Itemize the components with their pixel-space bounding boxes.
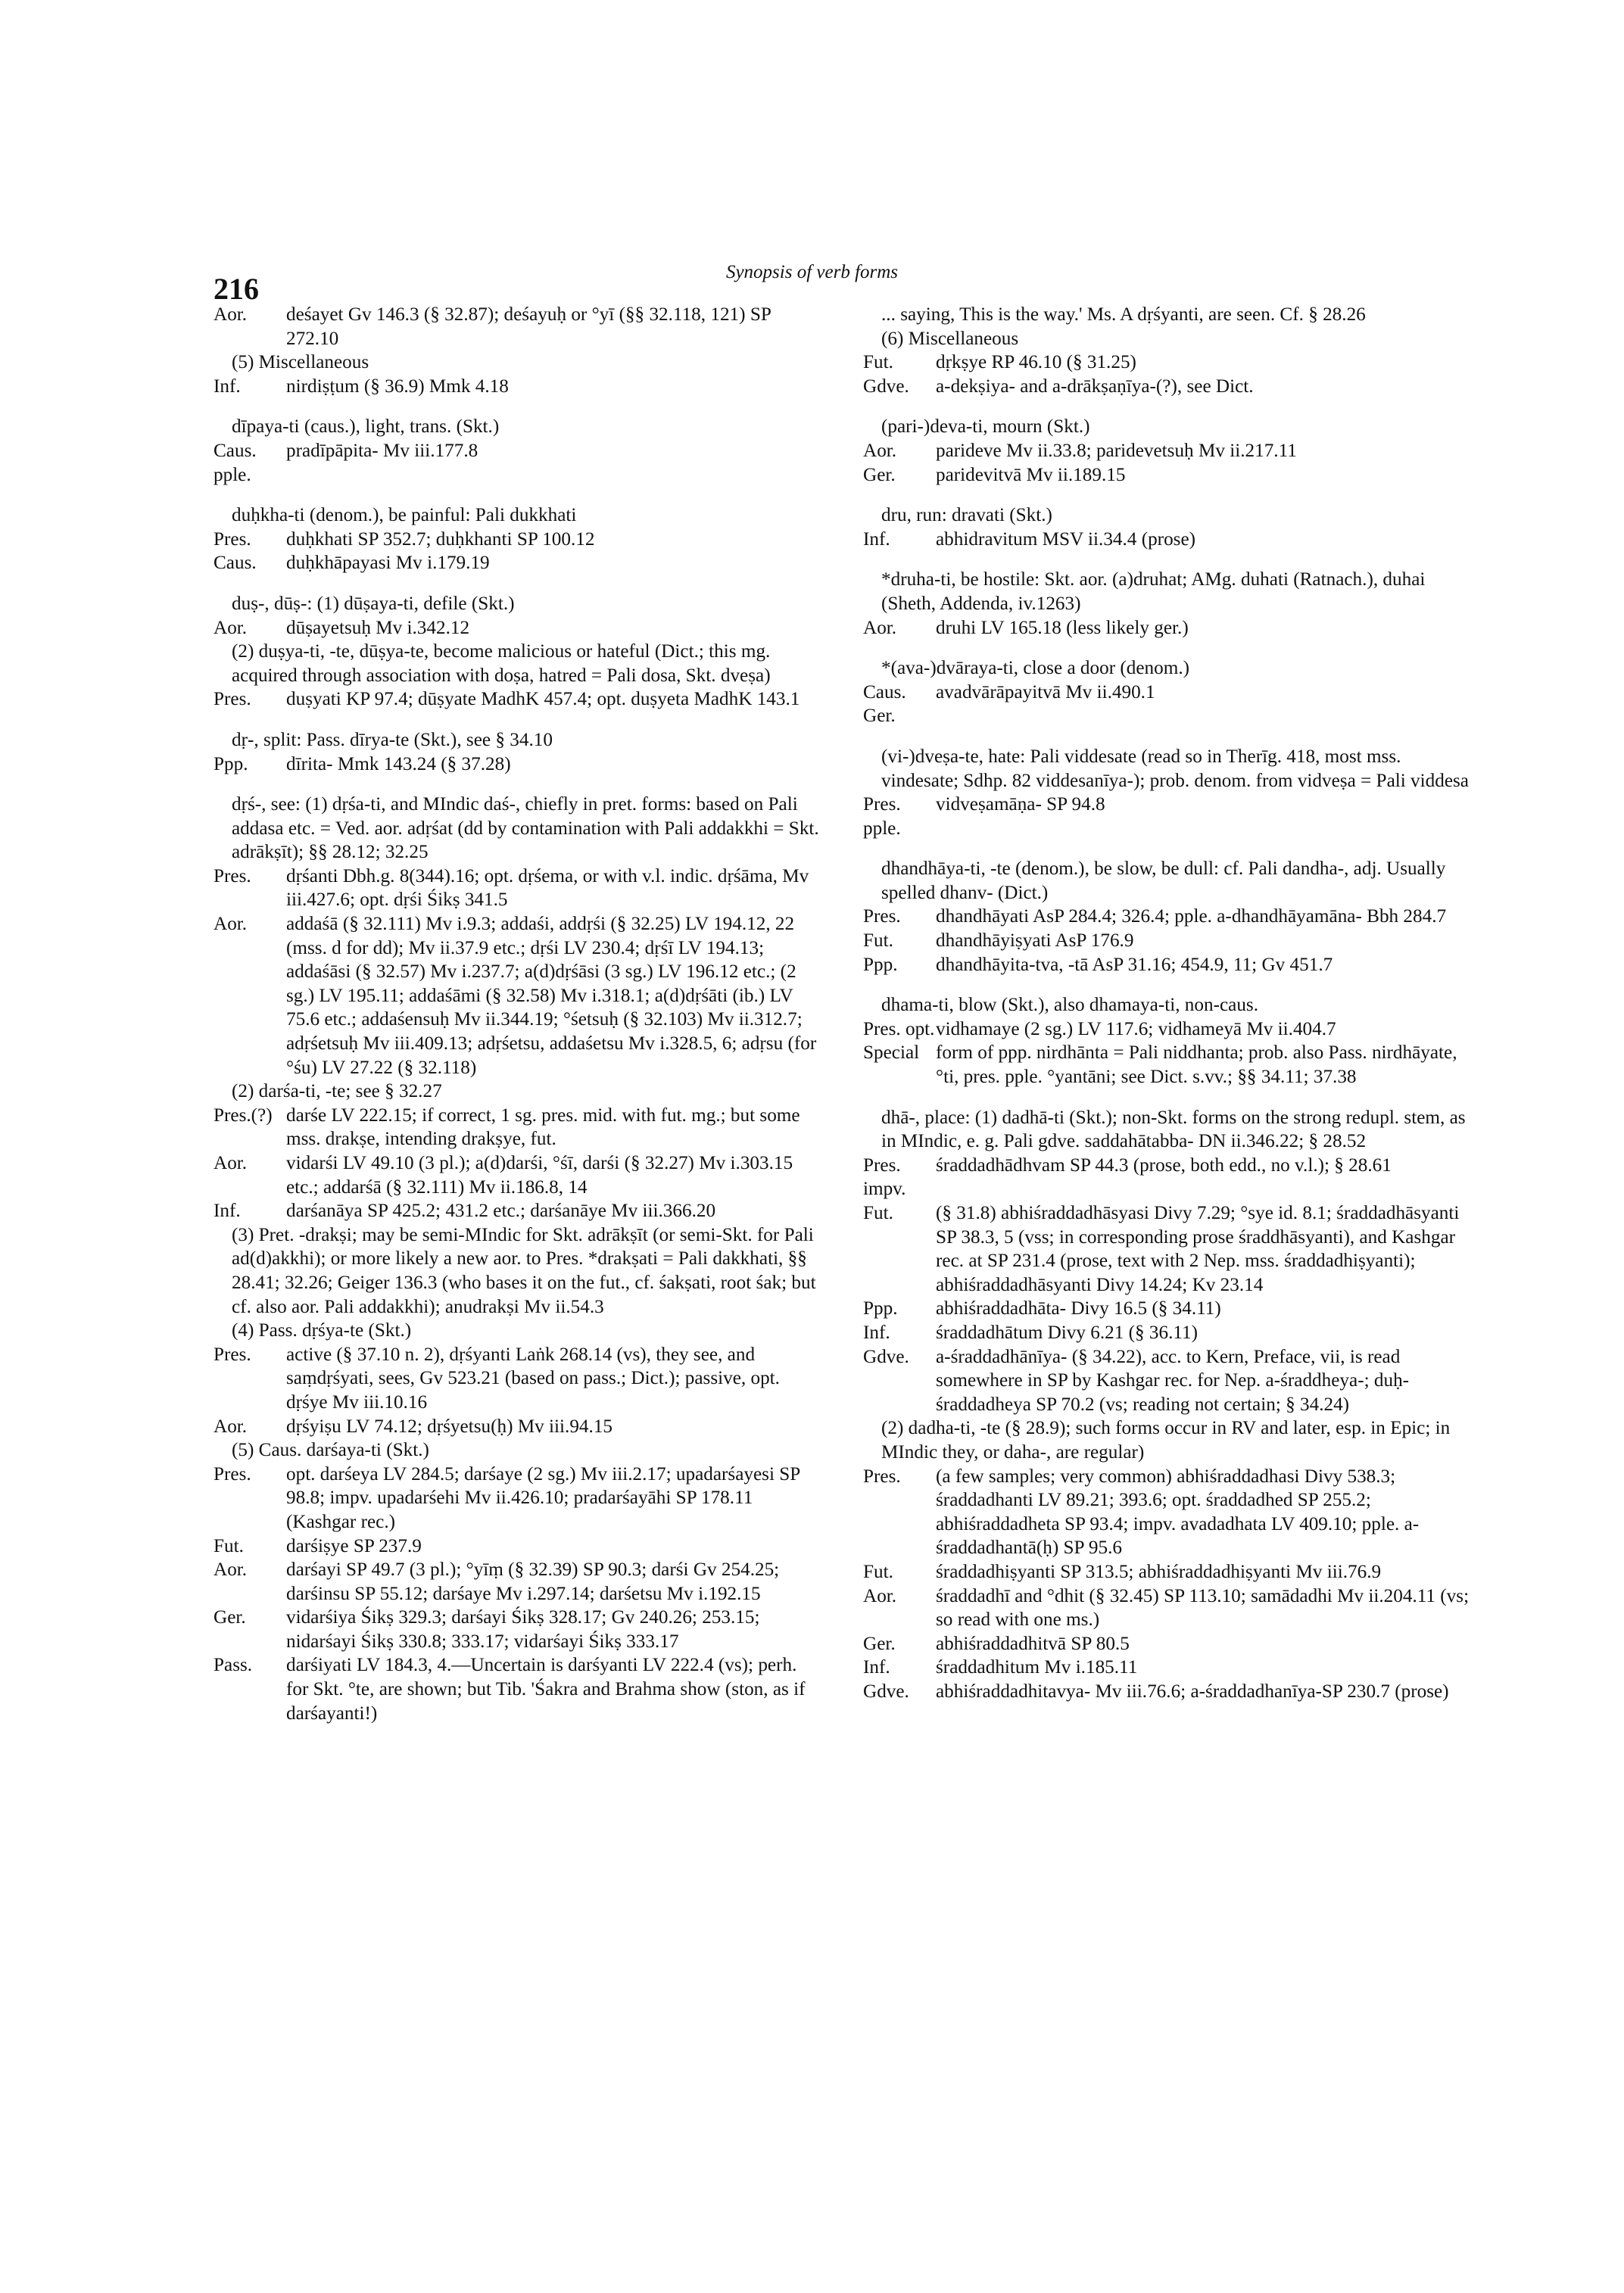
form-text: dhandhāyati AsP 284.4; 326.4; pple. a-dhandhāyamāna- Bbh 284.7	[936, 906, 1447, 927]
form-label: Caus. pple.	[214, 440, 257, 485]
dictionary-entry	[863, 503, 1480, 551]
form-text: darśe LV 222.15; if correct, 1 sg. pres. mid. with fut. mg.; but some mss. drakṣe, intending drakṣye, fut.	[286, 1104, 800, 1150]
form-line	[863, 1680, 1480, 1704]
entry-headword: dṛ-, split: Pass. dīrya-te (Skt.), see § 34.10	[232, 729, 553, 750]
form-text: (§ 31.8) abhiśraddadhāsyasi Divy 7.29; °sye id. 8.1; śraddadhāsyanti SP 38.3, 5 (vss; in corresponding prose śraddhāsyanti), and Kashgar rec. at SP 231.4 (prose, text with 2 Nep. mss. śraddadhiṣyanti); abhiśraddadhāsyanti Divy 14.24; Kv 23.14	[936, 1203, 1460, 1295]
form-text: dṛśyiṣu LV 74.12; dṛśyetsu(ḥ) Mv iii.94.15	[286, 1416, 613, 1437]
form-text: nirdiṣṭum (§ 36.9) Mmk 4.18	[286, 375, 509, 397]
form-label: Aor.	[214, 914, 248, 935]
form-line	[214, 912, 824, 1080]
form-line	[214, 1606, 824, 1653]
form-line	[214, 1151, 824, 1199]
entry-headword: dhā-, place: (1) dadhā-ti (Skt.); non-Skt. forms on the strong redupl. stem, as in MIndic, e. g. Pali gdve. saddahātabba- DN ii.346.22; § 28.52	[881, 1107, 1466, 1152]
form-line	[214, 303, 824, 350]
entry-headword: (pari-)deva-ti, mourn (Skt.)	[881, 416, 1090, 438]
dictionary-entry	[214, 793, 824, 1725]
form-text: śraddadhiṣyanti SP 313.5; abhiśraddadhiṣyanti Mv iii.76.9	[936, 1561, 1382, 1582]
form-line	[214, 1534, 824, 1559]
form-text: dṛśanti Dbh.g. 8(344).16; opt. dṛśema, or with v.l. indic. dṛśāma, Mv iii.427.6; opt. dṛśi Śikṣ 341.5	[286, 865, 809, 911]
form-text: abhidravitum MSV ii.34.4 (prose)	[936, 528, 1196, 550]
form-line	[863, 463, 1480, 488]
form-line	[214, 1558, 824, 1606]
dictionary-entry	[214, 592, 824, 712]
form-line	[214, 528, 824, 552]
form-text: dūṣayetsuḥ Mv i.342.12	[286, 617, 470, 638]
form-label: Fut.	[863, 352, 893, 373]
subsection-line: (5) Miscellaneous	[232, 352, 369, 373]
form-label: Aor.	[863, 617, 897, 638]
entry-headword: duṣ-, dūṣ-: (1) dūṣaya-ti, defile (Skt.)	[232, 593, 515, 614]
form-text: vidveṣamāṇa- SP 94.8	[936, 794, 1105, 815]
form-text: avadvārāpayitvā Mv ii.490.1	[936, 681, 1155, 703]
entry-headword: dīpaya-ti (caus.), light, trans. (Skt.)	[232, 416, 500, 438]
form-line	[863, 953, 1480, 977]
form-label: Aor.	[863, 440, 897, 461]
form-line	[863, 1465, 1480, 1560]
form-text: paridevitvā Mv ii.189.15	[936, 464, 1126, 485]
entry-headword: *druha-ti, be hostile: Skt. aor. (a)druhat; AMg. duhati (Ratnach.), duhai (Sheth, Addenda, iv.1263)	[881, 569, 1426, 614]
entry-headword: dhandhāya-ti, -te (denom.), be slow, be dull: cf. Pali dandha-, adj. Usually spelled dhanv- (Dict.)	[881, 858, 1446, 903]
form-label: Ger.	[863, 464, 896, 485]
form-label: Aor.	[863, 1585, 897, 1606]
form-line	[214, 616, 824, 640]
form-label: Pres.	[214, 865, 251, 886]
form-text: active (§ 37.10 n. 2), dṛśyanti Laṅk 268.14 (vs), they see, and saṃdṛśyati, sees, Gv 523.21 (based on pass.; Dict.); passive, opt. dṛśye Mv iii.10.16	[286, 1344, 780, 1413]
form-label: Pres.	[863, 1466, 901, 1487]
form-label: Inf.	[863, 528, 890, 550]
form-text: deśayet Gv 146.3 (§ 32.87); deśayuḥ or °yī (§§ 32.118, 121) SP 272.10	[286, 304, 771, 349]
form-label: Pres.	[214, 689, 251, 710]
form-text: abhiśraddadhitavya- Mv iii.76.6; a-śraddadhanīya-SP 230.7 (prose)	[936, 1681, 1449, 1702]
subsection-line: (2) darśa-ti, -te; see § 32.27	[232, 1081, 442, 1102]
subsection-line: (6) Miscellaneous	[881, 328, 1019, 349]
form-line	[214, 1343, 824, 1415]
entry-headword: dṛś-, see: (1) dṛśa-ti, and MIndic daś-, chiefly in pret. forms: based on Pali addasa etc. = Ved. aor. adṛśat (dd by contamination with Pali addakkhi = Skt. adrākṣīt); §§ 28.12; 32.25	[232, 794, 819, 863]
form-line	[863, 1345, 1480, 1417]
form-text: a-śraddadhānīya- (§ 34.22), acc. to Kern, Preface, vii, is read somewhere in SP by Kashgar rec. for Nep. a-śraddheya-; duḥ-śraddadheya SP 70.2 (vs; reading not certain; § 34.24)	[936, 1346, 1410, 1415]
form-line	[214, 1199, 824, 1223]
dictionary-entry	[863, 415, 1480, 487]
form-line	[214, 1463, 824, 1534]
form-text: druhi LV 165.18 (less likely ger.)	[936, 617, 1189, 638]
subsection-line: (2) duṣya-ti, -te, dūṣya-te, become malicious or hateful (Dict.; this mg. acquired through association with doṣa, hatred = Pali dosa, Skt. dveṣa)	[232, 641, 771, 686]
subsection-line: (2) dadha-ti, -te (§ 28.9); such forms occur in RV and later, esp. in Epic; in MIndic they, or daha-, are regular)	[881, 1418, 1451, 1463]
form-text: śraddadhī and °dhit (§ 32.45) SP 113.10; samādadhi Mv ii.204.11 (vs; so read with one ms.)	[936, 1585, 1470, 1631]
form-line	[214, 752, 824, 777]
form-label: Ger.	[214, 1607, 246, 1628]
left-column	[214, 303, 824, 1742]
form-text: darśayi SP 49.7 (3 pl.); °yīṃ (§ 32.39) SP 90.3; darśi Gv 254.25; darśinsu SP 55.12; darśaye Mv i.297.14; darśetsu Mv i.192.15	[286, 1559, 780, 1604]
form-line	[214, 375, 824, 399]
entry-headword: *(ava-)dvāraya-ti, close a door (denom.)	[881, 658, 1190, 679]
form-text: form of ppp. nirdhānta = Pali niddhanta; prob. also Pass. nirdhāyate, °ti, pres. pple. °yantāni; see Dict. s.vv.; §§ 34.11; 37.38	[936, 1042, 1457, 1088]
form-text: darśiṣye SP 237.9	[286, 1535, 422, 1556]
form-text: vidarśi LV 49.10 (3 pl.); a(d)darśi, °śī, darśi (§ 32.27) Mv i.303.15 etc.; addarśā (§ 32.111) Mv ii.186.8, 14	[286, 1153, 793, 1198]
form-text: dīrita- Mmk 143.24 (§ 37.28)	[286, 753, 511, 774]
form-label: Gdve.	[863, 1681, 909, 1702]
form-label: Caus.	[214, 553, 257, 574]
running-head: Synopsis of verb forms	[725, 262, 899, 282]
form-label: Fut.	[863, 930, 893, 952]
form-line	[863, 929, 1480, 953]
form-line	[214, 687, 824, 712]
dictionary-entry	[863, 993, 1480, 1089]
form-label: Ppp.	[863, 1298, 898, 1319]
form-text: pradīpāpita- Mv iii.177.8	[286, 440, 478, 461]
subsection-line: (5) Caus. darśaya-ti (Skt.)	[232, 1440, 429, 1461]
right-column	[863, 303, 1480, 1720]
form-label: Aor.	[214, 1559, 248, 1581]
form-label: Inf.	[863, 1322, 890, 1343]
form-label: Ppp.	[214, 753, 248, 774]
dictionary-entry	[863, 568, 1480, 640]
form-line	[863, 1154, 1480, 1201]
form-line	[863, 1297, 1480, 1321]
form-label: Fut.	[863, 1203, 893, 1223]
entry-headword: (vi-)dveṣa-te, hate: Pali viddesate (read so in Therīg. 418, most mss. vindesate; Sdhp. 82 viddesanīya-); prob. denom. from vidveṣa = Pali viddesa	[881, 746, 1469, 791]
form-line	[214, 439, 824, 487]
form-text: duḥkhāpayasi Mv i.179.19	[286, 553, 490, 574]
form-text: opt. darśeya LV 284.5; darśaye (2 sg.) Mv iii.2.17; upadarśayesi SP 98.8; impv. upadarśehi Mv ii.426.10; pradarśayāhi SP 178.11 (Kashgar rec.)	[286, 1463, 800, 1532]
form-line	[214, 1653, 824, 1725]
subsection-line: (4) Pass. dṛśya-te (Skt.)	[232, 1320, 412, 1341]
form-label: Aor.	[214, 1416, 248, 1437]
form-label: Pres. opt.	[863, 1018, 935, 1039]
form-line	[863, 793, 1480, 840]
dictionary-entry	[863, 1106, 1480, 1704]
form-text: śraddadhātum Divy 6.21 (§ 36.11)	[936, 1322, 1199, 1343]
form-line	[214, 551, 824, 575]
form-label: Pres.(?)	[214, 1104, 273, 1126]
form-text: parideve Mv ii.33.8; paridevetsuḥ Mv ii.217.11	[936, 440, 1297, 461]
form-label: Aor.	[214, 617, 248, 638]
form-line	[863, 1632, 1480, 1656]
entry-headword: dhama-ti, blow (Skt.), also dhamaya-ti, non-caus.	[881, 995, 1259, 1016]
form-line	[863, 528, 1480, 552]
dictionary-entry	[863, 656, 1480, 728]
form-line	[863, 439, 1480, 463]
dictionary-entry	[863, 857, 1480, 977]
form-text: (a few samples; very common) abhiśraddadhasi Divy 538.3; śraddadhanti LV 89.21; 393.6; opt. śraddadhed SP 255.2; abhiśraddadheta SP 93.4; impv. avadadhata LV 409.10; pple. a-śraddadhantā(ḥ) SP 95.6	[936, 1466, 1420, 1559]
form-label: Inf.	[863, 1657, 890, 1678]
form-line	[863, 375, 1480, 399]
dictionary-entry	[214, 728, 824, 776]
form-label: Gdve.	[863, 1346, 909, 1367]
form-line	[863, 616, 1480, 640]
form-label: Fut.	[863, 1561, 893, 1582]
entry-headword: dru, run: dravati (Skt.)	[881, 505, 1052, 526]
form-line	[863, 1656, 1480, 1680]
form-text: darśanāya SP 425.2; 431.2 etc.; darśanāye Mv iii.366.20	[286, 1201, 716, 1222]
form-label: Pres. pple.	[863, 794, 901, 839]
dictionary-entry	[214, 415, 824, 487]
form-text: abhiśraddadhāta- Divy 16.5 (§ 34.11)	[936, 1298, 1221, 1319]
subsection-line: ... saying, This is the way.' Ms. A dṛśyanti, are seen. Cf. § 28.26	[881, 304, 1366, 325]
form-label: Pres. impv.	[863, 1154, 906, 1200]
dictionary-entry	[214, 303, 824, 398]
form-label: Inf.	[214, 375, 241, 397]
form-label: Caus. Ger.	[863, 681, 906, 727]
dictionary-entry	[863, 745, 1480, 840]
form-line	[214, 865, 824, 912]
form-text: a-dekṣiya- and a-drākṣaṇīya-(?), see Dict.	[936, 375, 1254, 397]
form-line	[863, 1560, 1480, 1584]
form-text: duṣyati KP 97.4; dūṣyate MadhK 457.4; opt. duṣyeta MadhK 143.1	[286, 689, 800, 710]
form-text: vidhamaye (2 sg.) LV 117.6; vidhameyā Mv ii.404.7	[936, 1018, 1336, 1039]
form-text: duḥkhati SP 352.7; duḥkhanti SP 100.12	[286, 528, 595, 550]
form-label: Ppp.	[863, 954, 898, 975]
form-text: abhiśraddadhitvā SP 80.5	[936, 1633, 1130, 1654]
form-line	[214, 1104, 824, 1151]
form-text: dṛkṣye RP 46.10 (§ 31.25)	[936, 352, 1136, 373]
form-text: addaśā (§ 32.111) Mv i.9.3; addaśi, addṛśi (§ 32.25) LV 194.12, 22 (mss. d for dd); Mv ii.37.9 etc.; dṛśi LV 230.4; dṛśī LV 194.13; addaśāsi (§ 32.57) Mv i.237.7; a(d)dṛśāsi (3 sg.) LV 196.12 etc.; (2 sg.) LV 195.11; addaśāmi (§ 32.58) Mv i.318.1; a(d)dṛśāti (ib.) LV 75.6 etc.; addaśensuḥ Mv ii.344.19; °śetsuḥ (§ 32.103) Mv ii.312.7; adṛśetsuḥ Mv iii.409.13; adṛśetsu, addaśetsu Mv i.328.5, 6; adṛsu (for °śu) LV 27.22 (§ 32.118)	[286, 914, 817, 1078]
form-label: Fut.	[214, 1535, 244, 1556]
form-line	[863, 1321, 1480, 1345]
form-text: vidarśiya Śikṣ 329.3; darśayi Śikṣ 328.17; Gv 240.26; 253.15; nidarśayi Śikṣ 330.8; 333.17; vidarśayi Śikṣ 333.17	[286, 1607, 760, 1652]
form-line	[214, 1415, 824, 1439]
entry-headword: duḥkha-ti (denom.), be painful: Pali dukkhati	[232, 505, 577, 526]
form-text: dhandhāyiṣyati AsP 176.9	[936, 930, 1134, 952]
dictionary-entry	[214, 503, 824, 575]
form-text: dhandhāyita-tva, -tā AsP 31.16; 454.9, 11; Gv 451.7	[936, 954, 1333, 975]
form-line	[863, 905, 1480, 929]
form-label: Inf.	[214, 1201, 241, 1222]
form-label: Aor.	[214, 304, 248, 325]
form-label: Pres.	[863, 906, 901, 927]
form-line	[863, 1584, 1480, 1632]
page-number: 216	[214, 272, 259, 306]
form-label: Pres.	[214, 1344, 251, 1365]
form-label: Ger.	[863, 1633, 896, 1654]
form-label: Pres.	[214, 528, 251, 550]
form-line	[863, 1041, 1480, 1089]
form-text: darśiyati LV 184.3, 4.—Uncertain is darśyanti LV 222.4 (vs); perh. for Skt. °te, are shown; but Tib. 'Śakra and Brahma show (ston, as if darśayanti!)	[286, 1655, 806, 1724]
form-line	[863, 350, 1480, 375]
dictionary-entry	[863, 303, 1480, 398]
form-label: Pass.	[214, 1655, 253, 1676]
form-line	[863, 1017, 1480, 1042]
form-label: Gdve.	[863, 375, 909, 397]
form-text: śraddadhādhvam SP 44.3 (prose, both edd., no v.l.); § 28.61	[936, 1154, 1392, 1176]
form-label: Special	[863, 1042, 920, 1064]
form-line	[863, 681, 1480, 728]
form-label: Aor.	[214, 1153, 248, 1173]
subsection-line: (3) Pret. -drakṣi; may be semi-MIndic for Skt. adrākṣīt (or semi-Skt. for Pali ad(d)akkhi); or more likely a new aor. to Pres. *drakṣati = Pali dakkhati, §§ 28.41; 32.26; Geiger 136.3 (who bases it on the fut., cf. śakṣati, root śak; but cf. also aor. Pali addakkhi); anudrakṣi Mv ii.54.3	[232, 1224, 816, 1317]
form-line	[863, 1201, 1480, 1297]
form-label: Pres.	[214, 1463, 251, 1485]
form-text: śraddadhitum Mv i.185.11	[936, 1657, 1138, 1678]
